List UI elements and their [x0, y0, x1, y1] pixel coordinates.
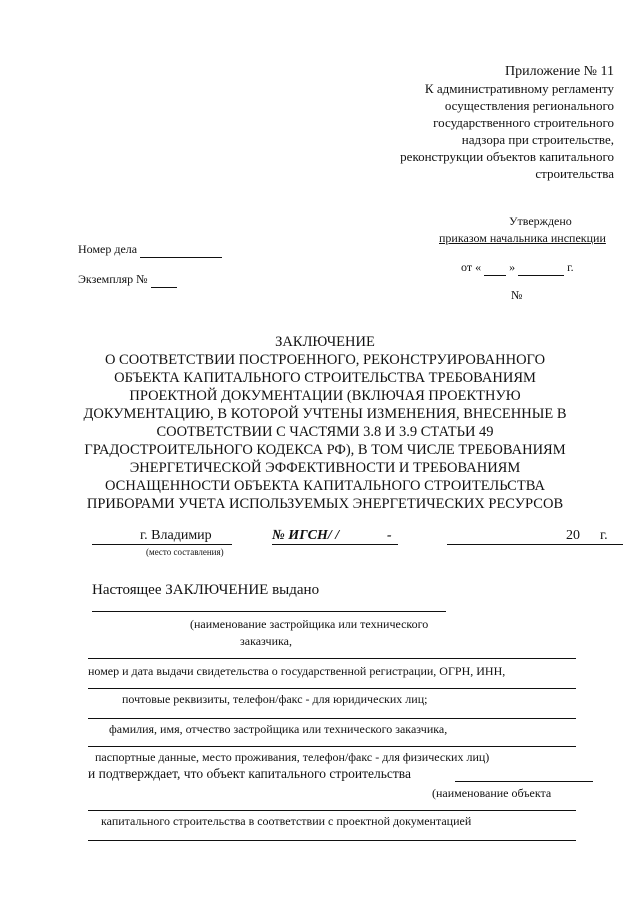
hint-developer-1: (наименование застройщика или технического: [190, 617, 429, 631]
title-line: ПРОЕКТНОЙ ДОКУМЕНТАЦИИ (ВКЛЮЧАЯ ПРОЕКТНУЮ: [129, 388, 521, 404]
appendix-line: К административному регламенту: [424, 81, 614, 96]
approval-number: №: [511, 288, 523, 302]
appendix-line: государственного строительного: [433, 115, 614, 130]
date-mid: »: [509, 260, 516, 274]
case-number-field[interactable]: [140, 242, 222, 258]
title-line: О СООТВЕТСТВИИ ПОСТРОЕННОГО, РЕКОНСТРУИРОВАННОГО: [104, 352, 546, 368]
appendix-block: [360, 63, 614, 182]
date-day-field[interactable]: [484, 260, 506, 276]
title-line: ОБЪЕКТА КАПИТАЛЬНОГО СТРОИТЕЛЬСТВА ТРЕБОВАНИЯМ: [114, 370, 536, 386]
appendix-line: осуществления регионального: [444, 98, 614, 113]
year-suffix: г.: [600, 528, 608, 543]
object-field-2[interactable]: [88, 810, 576, 811]
fio-field[interactable]: [88, 718, 576, 719]
case-number-row: [78, 242, 222, 258]
hint-fio: фамилия, имя, отчество застройщика или технического заказчика,: [109, 722, 448, 736]
hint-postal: почтовые реквизиты, телефон/факс - для юридических лиц;: [122, 692, 428, 706]
appendix-line: Приложение № 11: [505, 64, 614, 79]
object-field-3[interactable]: [88, 840, 576, 841]
appendix-line: надзора при строительстве,: [461, 132, 614, 147]
title-line: ДОКУМЕНТАЦИЮ, В КОТОРОЙ УЧТЕНЫ ИЗМЕНЕНИЯ, ВНЕСЕННЫЕ В: [83, 406, 567, 422]
hint-passport: паспортные данные, место проживания, телефон/факс - для физических лиц): [95, 750, 490, 764]
year-label: 20: [566, 528, 580, 543]
approval-order: приказом начальника инспекции: [439, 231, 606, 245]
issued-label: Настоящее ЗАКЛЮЧЕНИЕ выдано: [92, 582, 320, 598]
case-number-label: Номер дела: [78, 242, 138, 256]
number-underline[interactable]: [272, 544, 398, 545]
approval-date: [461, 260, 574, 276]
conclusion-number-dash: -: [387, 528, 392, 543]
appendix-line: реконструкции объектов капитального: [400, 149, 614, 164]
title-line: ПРИБОРАМИ УЧЕТА ИСПОЛЬЗУЕМЫХ ЭНЕРГЕТИЧЕСКИХ РЕСУРСОВ: [86, 496, 564, 512]
appendix-line: строительства: [535, 166, 614, 181]
hint-object: (наименование объекта: [432, 786, 552, 800]
title-line: ГРАДОСТРОИТЕЛЬНОГО КОДЕКСА РФ), В ТОМ ЧИСЛЕ ТРЕБОВАНИЯМ: [84, 442, 566, 458]
date-prefix: от «: [461, 260, 482, 274]
copy-number-row: [78, 272, 177, 288]
date-underline[interactable]: [447, 544, 623, 545]
copy-number-label: Экземпляр №: [78, 272, 148, 286]
place-city: г. Владимир: [140, 528, 212, 543]
date-month-field[interactable]: [518, 260, 564, 276]
copy-number-field[interactable]: [151, 272, 177, 288]
date-suffix: г.: [567, 260, 574, 274]
title-line: ЗАКЛЮЧЕНИЕ: [275, 334, 375, 350]
developer-field[interactable]: [92, 611, 446, 612]
place-note: (место составления): [146, 547, 224, 557]
title-line: ОСНАЩЕННОСТИ ОБЪЕКТА КАПИТАЛЬНОГО СТРОИТЕЛЬСТВА: [105, 478, 545, 494]
approved-label: Утверждено: [509, 214, 572, 228]
registration-field[interactable]: [88, 658, 576, 659]
passport-field[interactable]: [88, 746, 576, 747]
title-line: СООТВЕТСТВИИ С ЧАСТЯМИ 3.8 И 3.9 СТАТЬИ 49: [156, 424, 494, 440]
title-line: ЭНЕРГЕТИЧЕСКОЙ ЭФФЕКТИВНОСТИ И ТРЕБОВАНИЯМ: [129, 460, 521, 476]
document-title: [40, 333, 610, 513]
object-field[interactable]: [455, 781, 593, 782]
hint-object-2: капитального строительства в соответствии с проектной документацией: [101, 814, 472, 828]
place-underline: [92, 544, 232, 545]
hint-registration: номер и дата выдачи свидетельства о государственной регистрации, ОГРН, ИНН,: [88, 664, 506, 678]
confirms-text: и подтверждает, что объект капитального строительства: [88, 766, 411, 781]
hint-developer-2: заказчика,: [240, 634, 292, 648]
postal-field[interactable]: [88, 688, 576, 689]
conclusion-number: № ИГСН/ /: [272, 528, 340, 543]
